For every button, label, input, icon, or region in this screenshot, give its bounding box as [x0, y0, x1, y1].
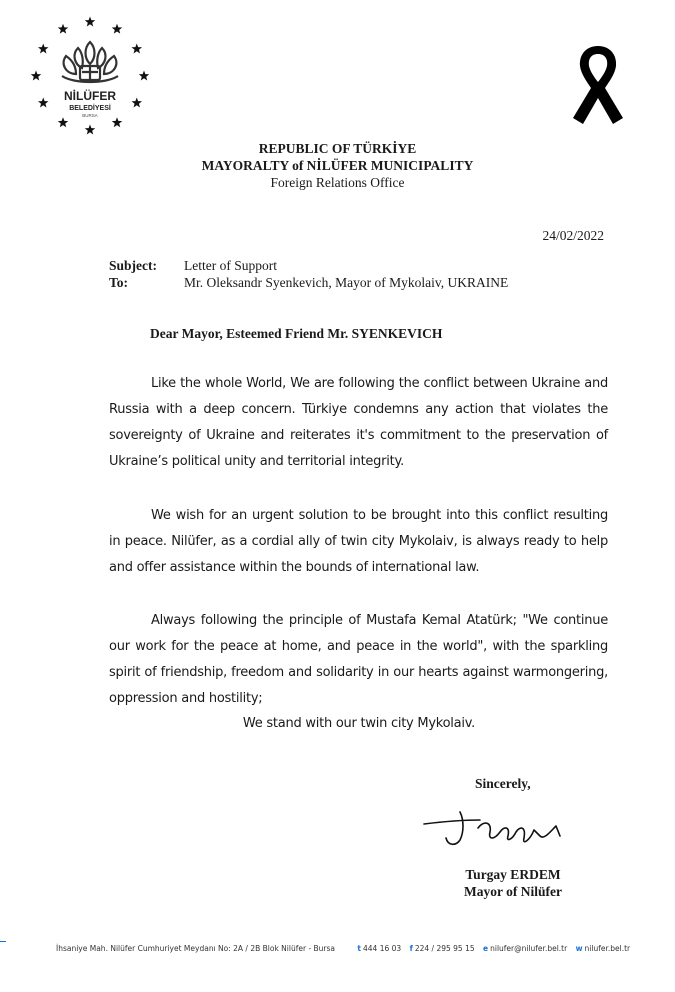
phone-icon: t — [357, 944, 362, 953]
logo-name-line3: BURSA — [82, 113, 98, 118]
footer-web[interactable]: nilufer.bel.tr — [584, 944, 631, 953]
body-paragraph-1: Like the whole World, We are following the conflict between Ukraine and Russia with a deep concern. Türkiye condemns any action that violates the sovereignty of Ukraine and reiterates it's commitment to the preservation of Ukraine’s political unity and territorial integrity. — [109, 376, 608, 469]
body-paragraph-3: Always following the principle of Mustafa Kemal Atatürk; "We continue our work for the peace at home, and peace in the world", with the sparkling spirit of friendship, freedom and solidarity in our hearts against warmongering, oppression and hostility; — [109, 613, 608, 706]
star-icon — [139, 71, 149, 81]
body-standing-line: We stand with our twin city Mykolaiv. — [242, 716, 476, 731]
fax-icon: f — [409, 944, 413, 953]
heading-department: Foreign Relations Office — [270, 175, 405, 190]
star-icon — [112, 117, 122, 127]
email-icon: e — [483, 944, 489, 953]
municipality-logo — [22, 12, 158, 136]
signature-icon — [420, 806, 570, 852]
footer-address: İhsaniye Mah. Nilüfer Cumhuriyet Meydanı No: 2A / 2B Blok Nilüfer - Bursa — [56, 944, 336, 953]
closing: Sincerely, — [475, 776, 531, 791]
salutation: Dear Mayor, Esteemed Friend Mr. SYENKEVICH — [150, 326, 443, 341]
subject-label: Subject: — [109, 258, 157, 273]
subject-value: Letter of Support — [184, 258, 277, 273]
star-icon — [38, 44, 48, 54]
lotus-icon — [62, 42, 118, 82]
edge-mark — [0, 941, 6, 942]
star-icon — [58, 117, 68, 127]
logo-name-line1: NİLÜFER — [64, 89, 116, 103]
signer-title: Mayor of Nilüfer — [464, 884, 562, 899]
logo-emblem — [22, 12, 158, 136]
star-icon — [85, 17, 95, 27]
star-icon — [58, 24, 68, 34]
logo-name-line2: BELEDİYESİ — [69, 105, 111, 112]
web-icon: w — [575, 944, 583, 953]
star-icon — [112, 24, 122, 34]
footer — [56, 944, 630, 953]
star-icon — [132, 44, 142, 54]
footer-fax: 224 / 295 95 15 — [414, 944, 475, 953]
star-icon — [132, 98, 142, 108]
letter-date: 24/02/2022 — [542, 228, 604, 243]
body-paragraph-2: We wish for an urgent solution to be brought into this conflict resulting in peace. Nilüfer, as a cordial ally of twin city Mykolaiv, is always ready to help and offer assistance within the bounds of international law. — [109, 508, 608, 575]
heading-office: MAYORALTY of NİLÜFER MUNICIPALITY — [201, 158, 474, 173]
mourning-ribbon-icon — [567, 44, 629, 126]
heading-country: REPUBLIC OF TÜRKİYE — [258, 141, 417, 156]
star-icon — [31, 71, 41, 81]
to-label: To: — [109, 275, 129, 290]
to-value: Mr. Oleksandr Syenkevich, Mayor of Mykolaiv, UKRAINE — [184, 275, 509, 290]
star-icon — [85, 125, 95, 135]
footer-email[interactable]: nilufer@nilufer.bel.tr — [490, 944, 568, 953]
footer-phone: 444 16 03 — [363, 944, 402, 953]
signer-name: Turgay ERDEM — [465, 867, 561, 882]
star-icon — [38, 98, 48, 108]
